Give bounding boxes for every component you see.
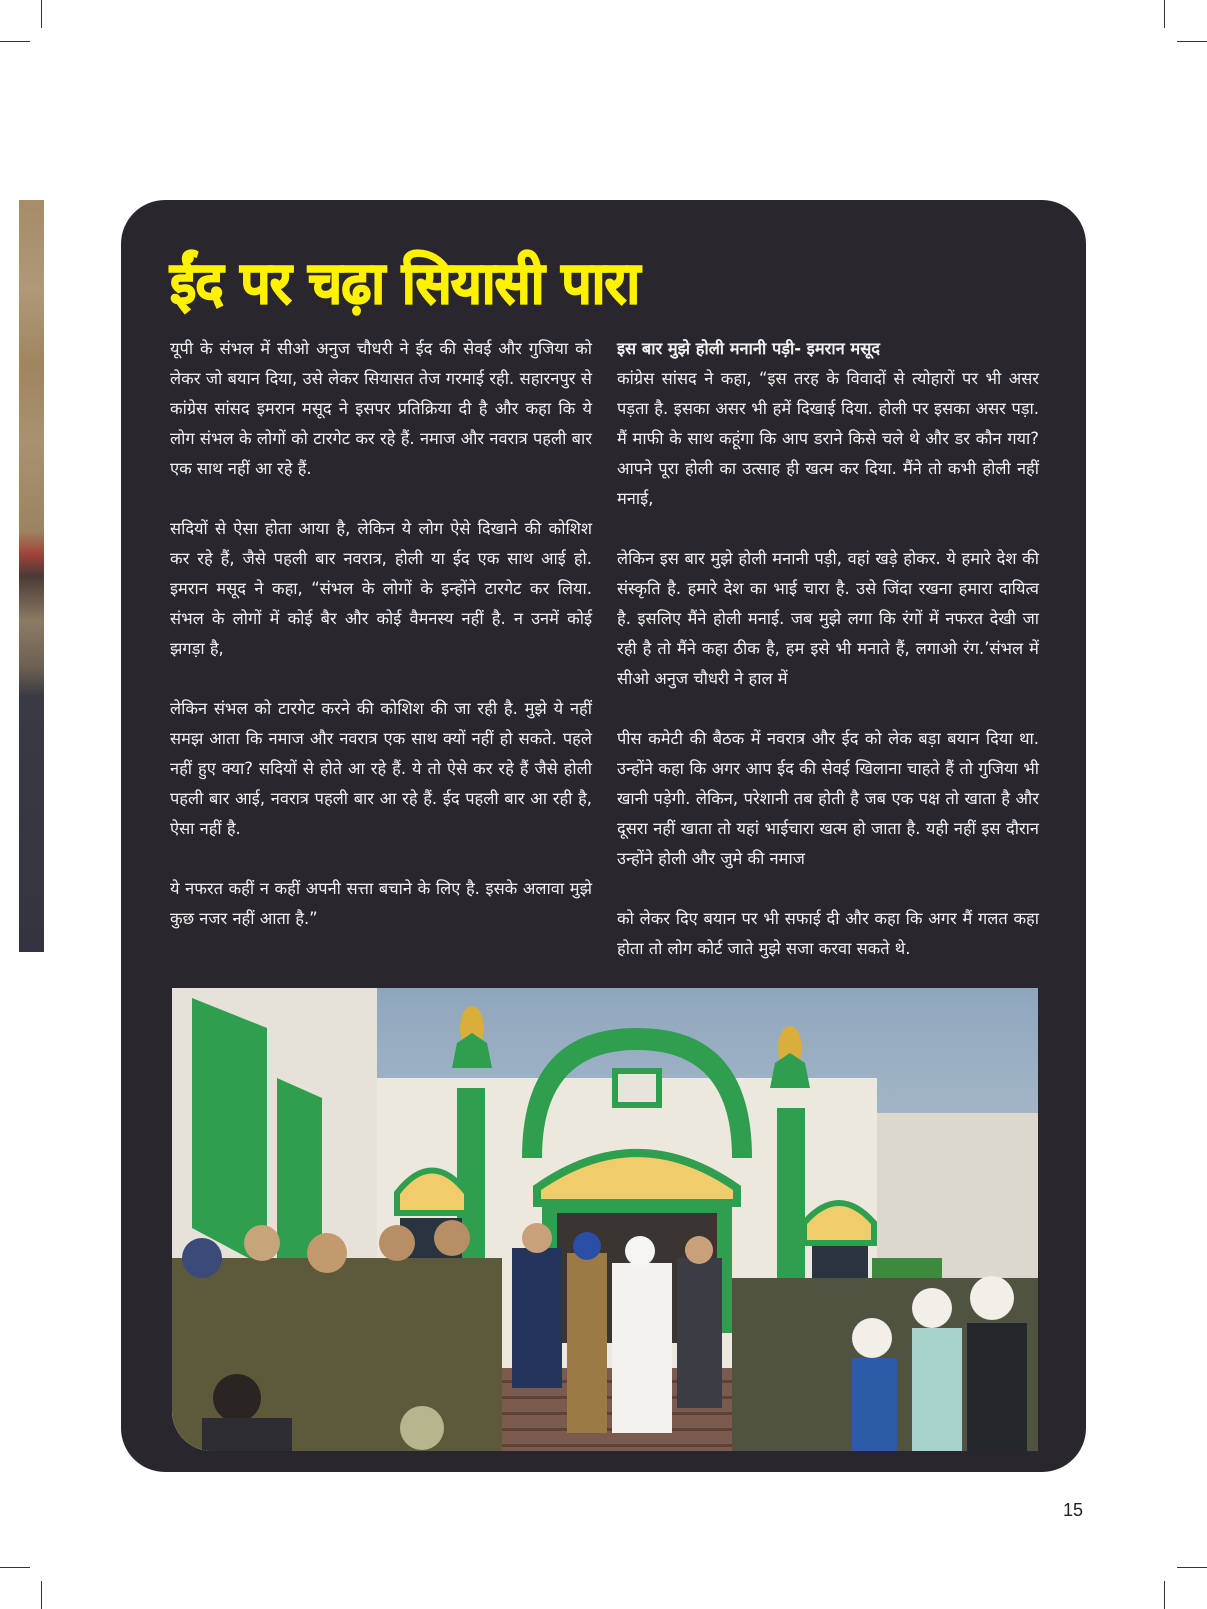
paragraph: लेकिन इस बार मुझे होली मनानी पड़ी, वहां खड़े होकर. ये हमारे देश की संस्कृति है. हमारे देश का भाई चारा है. उसे जिंदा रखना हमारा दायित्व है. इसलिए मैंने होली मनाई. जब मुझे लगा कि रंगों में नफरत देखी जा रही है तो मैंने कहा ठीक है, हम इसे भी मनाते हैं, लगाओ रंग.’संभल में सीओ अनुज चौधरी ने हाल में bbox=[617, 549, 1039, 688]
crop-mark bbox=[1177, 1567, 1207, 1568]
paragraph: सदियों से ऐसा होता आया है, लेकिन ये लोग ऐसे दिखाने की कोशिश कर रहे हैं, जैसे पहली बार नवरात्र, होली या ईद एक साथ आई हो. इमरान मसूद ने कहा, “संभल के लोगों के इन्होंने टारगेट कर लिया. संभल के लोगों में कोई बैर और कोई वैमनस्य नहीं है. न उनमें कोई झगड़ा है, bbox=[170, 519, 592, 658]
crop-mark bbox=[41, 0, 42, 28]
crop-mark bbox=[0, 1567, 30, 1568]
paragraph: कांग्रेस सांसद ने कहा, “इस तरह के विवादों से त्योहारों पर भी असर पड़ता है. इसका असर भी हमें दिखाई दिया. होली पर इसका असर पड़ा. मैं माफी के साथ कहूंगा कि आप डराने किसे चले थे और डर कौन गया? आपने पूरा होली का उत्साह ही खत्म कर दिया. मैंने तो कभी होली नहीं मनाई, bbox=[617, 369, 1039, 508]
article-photo bbox=[172, 988, 1038, 1451]
paragraph: पीस कमेटी की बैठक में नवरात्र और ईद को लेक बड़ा बयान दिया था. उन्होंने कहा कि अगर आप ईद की सेवई खिलाना चाहते हैं तो गुजिया भी खानी पड़ेगी. लेकिन, परेशानी तब होती है जब एक पक्ष तो खाता है और दूसरा नहीं खाता तो यहां भाईचारा खत्म हो जाता है. यही नहीं इस दौरान उन्होंने होली और जुमे की नमाज bbox=[617, 729, 1039, 868]
paragraph: लेकिन संभल को टारगेट करने की कोशिश की जा रही है. मुझे ये नहीं समझ आता कि नमाज और नवरात्र एक साथ क्यों नहीं हो सकते. पहले नहीं हुए क्या? सदियों से होते आ रहे हैं. ये तो ऐसे कर रहे हैं जैसे होली पहली बार आई, नवरात्र पहली बार आ रहे हैं. ईद पहली बार आ रही है, ऐसा नहीं है. bbox=[170, 699, 592, 838]
article-subheading: इस बार मुझे होली मनानी पड़ी- इमरान मसूद bbox=[617, 339, 880, 358]
mosque-photo-illustration bbox=[172, 988, 1038, 1451]
paragraph: ये नफरत कहीं न कहीं अपनी सत्ता बचाने के लिए है. इसके अलावा मुझे कुछ नजर नहीं आता है.” bbox=[170, 879, 592, 928]
crop-mark bbox=[1177, 41, 1207, 42]
crop-mark bbox=[1164, 0, 1165, 28]
article-left-column bbox=[170, 334, 592, 964]
paragraph: को लेकर दिए बयान पर भी सफाई दी और कहा कि अगर मैं गलत कहा होता तो लोग कोर्ट जाते मुझे सजा करवा सकते थे. bbox=[617, 909, 1039, 958]
paragraph: यूपी के संभल में सीओ अनुज चौधरी ने ईद की सेवई और गुजिया को लेकर जो बयान दिया, उसे लेकर सियासत तेज गरमाई रही. सहारनपुर से कांग्रेस सांसद इमरान मसूद ने इसपर प्रतिक्रिया दी है और कहा कि ये लोग संभल के लोगों को टारगेट कर रहे हैं. नमाज और नवरात्र पहली बार एक साथ नहीं आ रहे हैं. bbox=[170, 339, 592, 478]
article-right-column bbox=[617, 334, 1039, 994]
inscription-plaque bbox=[618, 1074, 656, 1102]
page-number: 15 bbox=[1063, 1500, 1084, 1520]
crop-mark bbox=[0, 41, 30, 42]
crop-mark bbox=[1164, 1581, 1165, 1609]
crop-mark bbox=[41, 1581, 42, 1609]
adjacent-page-photo-strip bbox=[19, 200, 44, 952]
article-headline: ईंद पर चढ़ा सियासी पारा bbox=[170, 249, 640, 317]
